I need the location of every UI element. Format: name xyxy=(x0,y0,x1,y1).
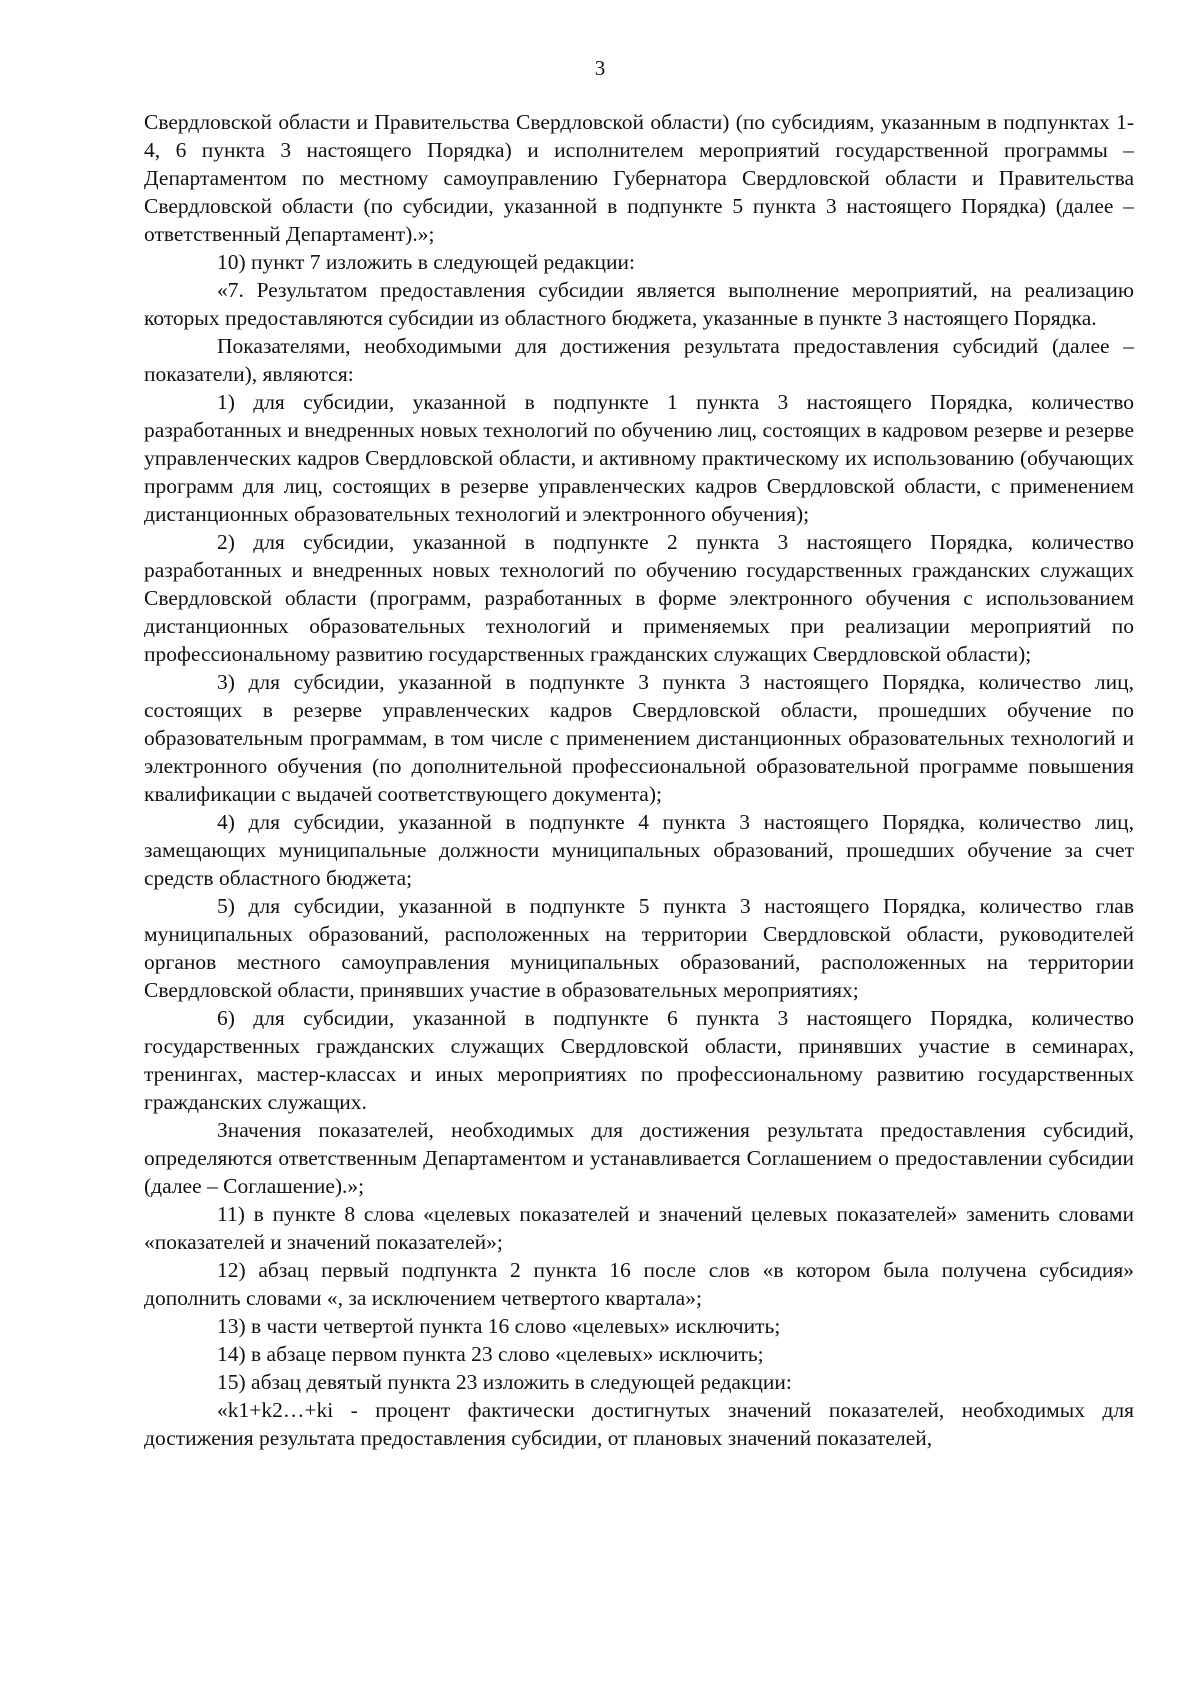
paragraph-item-14: 14) в абзаце первом пункта 23 слово «целевых» исключить; xyxy=(217,1342,764,1366)
paragraph-continuation: Свердловской области и Правительства Свердловской области) (по субсидиям, указанным в подпунктах 1-4, 6 пункта 3 настоящего Порядка) и исполнителем мероприятий государственной программы – Департаментом по местному самоуправлению Губернатора Свердловской области и Правительства Свердловской области (по субсидии, указанной в подпункте 5 пункта 3 настоящего Порядка) (далее – ответственный Департамент).»; xyxy=(144,110,1134,246)
paragraph-indicators-intro: Показателями, необходимыми для достижения результата предоставления субсидий (далее – показатели), являются: xyxy=(144,334,1134,386)
paragraph-indicator-3: 3) для субсидии, указанной в подпункте 3 пункта 3 настоящего Порядка, количество лиц, состоящих в резерве управленческих кадров Свердловской области, прошедших обучение по образовательным программам, в том числе с применением дистанционных образовательных технологий и электронного обучения (по дополнительной профессиональной образовательной программе повышения квалификации с выдачей соответствующего документа); xyxy=(144,670,1134,806)
paragraph-item-10: 10) пункт 7 изложить в следующей редакции: xyxy=(217,250,635,274)
paragraph-indicator-6: 6) для субсидии, указанной в подпункте 6 пункта 3 настоящего Порядка, количество государственных гражданских служащих Свердловской области, принявших участие в семинарах, тренингах, мастер-классах и иных мероприятиях по профессиональному развитию государственных гражданских служащих. xyxy=(144,1006,1134,1114)
document-body xyxy=(144,108,1134,1452)
paragraph-formula-definition: «k1+k2…+ki - процент фактически достигнутых значений показателей, необходимых для достижения результата предоставления субсидии, от плановых значений показателей, xyxy=(144,1398,1134,1450)
paragraph-indicator-2: 2) для субсидии, указанной в подпункте 2 пункта 3 настоящего Порядка, количество разработанных и внедренных новых технологий по обучению государственных гражданских служащих Свердловской области (программ, разработанных в форме электронного обучения с использованием дистанционных образовательных технологий и применяемых при реализации мероприятий по профессиональному развитию государственных гражданских служащих Свердловской области); xyxy=(144,530,1134,666)
paragraph-item-15: 15) абзац девятый пункта 23 изложить в следующей редакции: xyxy=(217,1370,792,1394)
paragraph-item-13: 13) в части четвертой пункта 16 слово «целевых» исключить; xyxy=(217,1314,781,1338)
page-number: 3 xyxy=(594,56,606,80)
paragraph-indicator-4: 4) для субсидии, указанной в подпункте 4 пункта 3 настоящего Порядка, количество лиц, замещающих муниципальные должности муниципальных образований, прошедших обучение за счет средств областного бюджета; xyxy=(144,810,1134,890)
paragraph-item-12: 12) абзац первый подпункта 2 пункта 16 после слов «в котором была получена субсидия» дополнить словами «, за исключением четвертого квартала»; xyxy=(144,1258,1134,1310)
paragraph-clause-7: «7. Результатом предоставления субсидии является выполнение мероприятий, на реализацию которых предоставляются субсидии из областного бюджета, указанные в пункте 3 настоящего Порядка. xyxy=(144,278,1134,330)
paragraph-indicator-values: Значения показателей, необходимых для достижения результата предоставления субсидий, определяются ответственным Департаментом и устанавливается Соглашением о предоставлении субсидии (далее – Соглашение).»; xyxy=(144,1118,1134,1198)
paragraph-item-11: 11) в пункте 8 слова «целевых показателей и значений целевых показателей» заменить словами «показателей и значений показателей»; xyxy=(144,1202,1134,1254)
paragraph-indicator-5: 5) для субсидии, указанной в подпункте 5 пункта 3 настоящего Порядка, количество глав муниципальных образований, расположенных на территории Свердловской области, руководителей органов местного самоуправления муниципальных образований, расположенных на территории Свердловской области, принявших участие в образовательных мероприятиях; xyxy=(144,894,1134,1002)
paragraph-indicator-1: 1) для субсидии, указанной в подпункте 1 пункта 3 настоящего Порядка, количество разработанных и внедренных новых технологий по обучению лиц, состоящих в кадровом резерве и резерве управленческих кадров Свердловской области, и активному практическому их использованию (обучающих программ для лиц, состоящих в резерве управленческих кадров Свердловской области, с применением дистанционных образовательных технологий и электронного обучения); xyxy=(144,390,1134,526)
